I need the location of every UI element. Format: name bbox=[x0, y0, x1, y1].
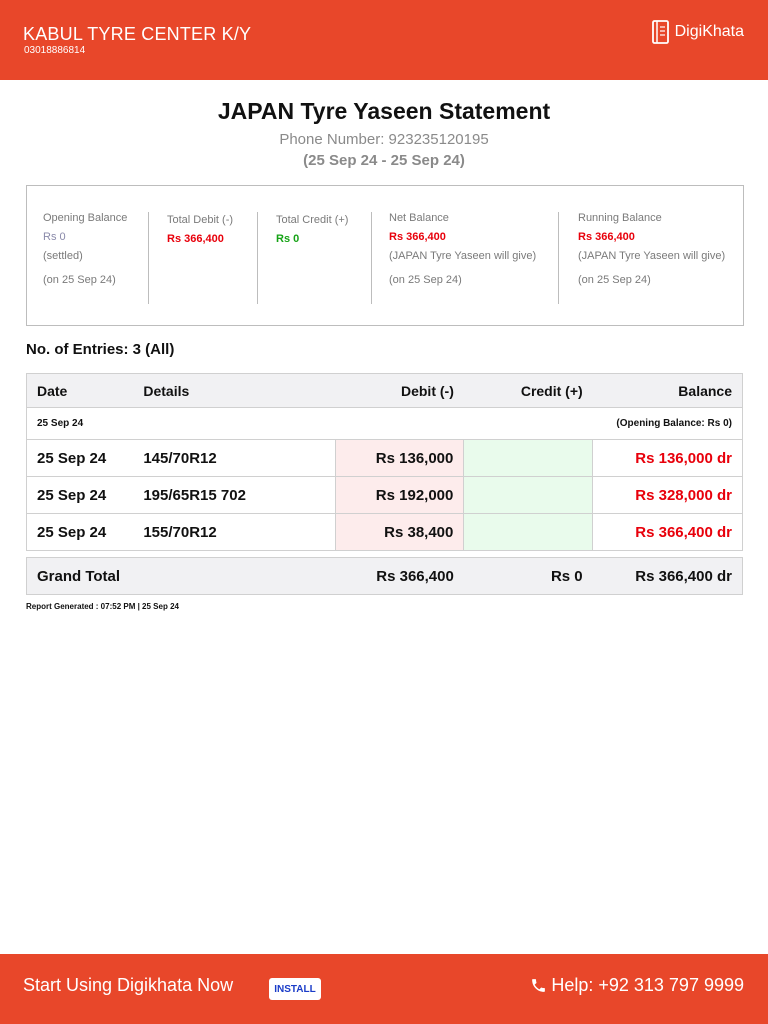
business-phone: 03018886814 bbox=[24, 45, 86, 56]
row-details: 145/70R12 bbox=[133, 440, 335, 477]
table-row[interactable] bbox=[27, 514, 743, 551]
report-generated: Report Generated : 07:52 PM | 25 Sep 24 bbox=[26, 602, 179, 611]
total-credit bbox=[276, 212, 356, 247]
header-date: Date bbox=[27, 374, 134, 408]
statement-heading bbox=[0, 98, 768, 169]
running-balance bbox=[578, 210, 728, 288]
row-balance: Rs 328,000 dr bbox=[593, 477, 743, 514]
opening-balance-note: (Opening Balance: Rs 0) bbox=[335, 408, 742, 440]
grand-total-row bbox=[27, 558, 743, 595]
row-balance: Rs 366,400 dr bbox=[593, 514, 743, 551]
footer-cta[interactable]: Start Using Digikhata Now bbox=[23, 975, 234, 995]
brand-logo bbox=[652, 20, 744, 44]
row-credit bbox=[464, 514, 593, 551]
brand-name: DigiKhata bbox=[674, 23, 744, 40]
book-icon bbox=[652, 20, 669, 44]
group-date: 25 Sep 24 bbox=[27, 408, 336, 440]
summary-divider bbox=[148, 212, 149, 304]
row-details: 195/65R15 702 bbox=[133, 477, 335, 514]
table-row[interactable] bbox=[27, 440, 743, 477]
running-balance-note: (JAPAN Tyre Yaseen will give) bbox=[578, 250, 726, 262]
grand-total-balance: Rs 366,400 dr bbox=[593, 558, 743, 595]
statement-date-range: (25 Sep 24 - 25 Sep 24) bbox=[303, 152, 465, 169]
summary-divider bbox=[257, 212, 258, 304]
row-date: 25 Sep 24 bbox=[27, 514, 134, 551]
footer bbox=[0, 954, 768, 1024]
opening-balance-label: Opening Balance bbox=[43, 212, 128, 224]
grand-total-credit: Rs 0 bbox=[464, 558, 593, 595]
total-credit-amount: Rs 0 bbox=[276, 233, 300, 245]
opening-balance bbox=[43, 210, 133, 288]
opening-balance-amount: Rs 0 bbox=[43, 231, 66, 243]
header-details: Details bbox=[133, 374, 335, 408]
net-balance-note: (JAPAN Tyre Yaseen will give) bbox=[389, 250, 537, 262]
row-credit bbox=[464, 477, 593, 514]
row-date: 25 Sep 24 bbox=[27, 477, 134, 514]
row-balance: Rs 136,000 dr bbox=[593, 440, 743, 477]
total-debit-amount: Rs 366,400 bbox=[167, 233, 224, 245]
net-balance bbox=[389, 210, 539, 288]
header-balance: Balance bbox=[593, 374, 743, 408]
running-balance-amount: Rs 366,400 bbox=[578, 231, 635, 243]
summary-divider bbox=[558, 212, 559, 304]
row-debit: Rs 38,400 bbox=[335, 514, 464, 551]
running-balance-date: (on 25 Sep 24) bbox=[578, 274, 651, 286]
header bbox=[0, 0, 768, 80]
row-date: 25 Sep 24 bbox=[27, 440, 134, 477]
entries-count: No. of Entries: 3 (All) bbox=[26, 341, 175, 358]
net-balance-amount: Rs 366,400 bbox=[389, 231, 446, 243]
summary-box bbox=[26, 185, 744, 326]
statement-phone: Phone Number: 923235120195 bbox=[279, 131, 489, 148]
grand-total-table bbox=[26, 557, 743, 595]
table-row[interactable] bbox=[27, 477, 743, 514]
net-balance-date: (on 25 Sep 24) bbox=[389, 274, 462, 286]
total-credit-label: Total Credit (+) bbox=[276, 214, 349, 226]
row-debit: Rs 192,000 bbox=[335, 477, 464, 514]
grand-total-debit: Rs 366,400 bbox=[335, 558, 464, 595]
grand-total-label: Grand Total bbox=[27, 558, 335, 595]
business-name: KABUL TYRE CENTER K/Y bbox=[23, 24, 252, 44]
table-header-row bbox=[27, 374, 743, 408]
date-group-row bbox=[27, 408, 743, 440]
total-debit-label: Total Debit (-) bbox=[167, 214, 234, 226]
header-debit: Debit (-) bbox=[335, 374, 464, 408]
ledger-table bbox=[26, 373, 743, 551]
opening-balance-note: (settled) bbox=[43, 250, 83, 262]
row-credit bbox=[464, 440, 593, 477]
opening-balance-date: (on 25 Sep 24) bbox=[43, 274, 116, 286]
row-details: 155/70R12 bbox=[133, 514, 335, 551]
header-credit: Credit (+) bbox=[464, 374, 593, 408]
row-debit: Rs 136,000 bbox=[335, 440, 464, 477]
summary-divider bbox=[371, 212, 372, 304]
running-balance-label: Running Balance bbox=[578, 212, 662, 224]
net-balance-label: Net Balance bbox=[389, 212, 449, 224]
total-debit bbox=[167, 212, 247, 247]
help-contact[interactable] bbox=[530, 975, 744, 996]
phone-icon bbox=[530, 977, 547, 994]
help-text: Help: +92 313 797 9999 bbox=[551, 975, 744, 995]
install-button[interactable]: INSTALL bbox=[269, 978, 321, 1000]
statement-title: JAPAN Tyre Yaseen Statement bbox=[217, 98, 551, 124]
